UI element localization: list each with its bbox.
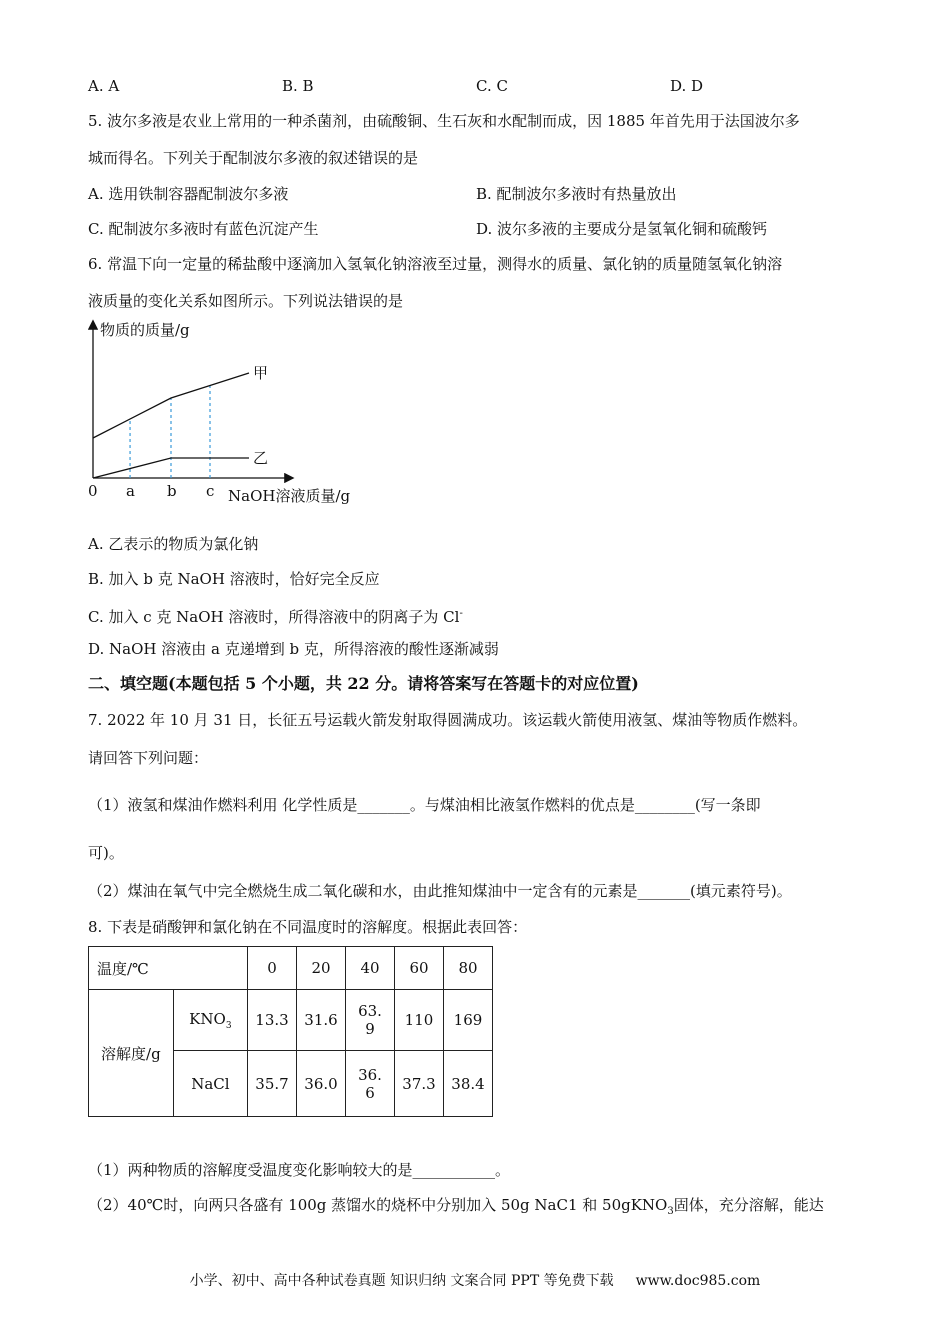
q5-option-d: D. 波尔多液的主要成分是氢氧化铜和硫酸钙 bbox=[476, 220, 768, 238]
q5-option-c: C. 配制波尔多液时有蓝色沉淀产生 bbox=[88, 220, 319, 238]
series-label-0: 甲 bbox=[253, 364, 269, 382]
tick-labels bbox=[88, 482, 214, 500]
kno3-cell: 31.6 bbox=[297, 990, 346, 1051]
section2-title: 二、填空题(本题包括 5 个小题，共 22 分。请将答案写在答题卡的对应位置) bbox=[88, 674, 639, 693]
q7-sub2: （2）煤油在氧气中完全燃烧生成二氧化碳和水，由此推知煤油中一定含有的元素是_______(填元素符号)。 bbox=[88, 882, 792, 900]
series-lines bbox=[93, 373, 249, 478]
nacl-cell: 36.0 bbox=[297, 1051, 346, 1117]
x-axis-label: NaOH溶液质量/g bbox=[228, 487, 351, 505]
q8-sub1: （1）两种物质的溶解度受温度变化影响较大的是___________。 bbox=[88, 1161, 511, 1179]
footer-url[interactable]: www.doc985.com bbox=[635, 1273, 761, 1289]
q6-stem-line2: 液质量的变化关系如图所示。下列说法错误的是 bbox=[88, 292, 404, 310]
q7-stem-line1: 7. 2022 年 10 月 31 日，长征五号运载火箭发射取得圆满成功。该运载火箭使用液氢、煤油等物质作燃料。 bbox=[88, 711, 808, 729]
kno3-cell: 63. 9 bbox=[346, 990, 395, 1051]
solubility-table bbox=[88, 946, 493, 1117]
q6-option-c bbox=[88, 604, 463, 627]
guide-lines bbox=[130, 386, 210, 479]
table-row-kno3 bbox=[89, 990, 493, 1051]
q7-sub1-line1: （1）液氢和煤油作燃料利用 化学性质是_______。与煤油相比液氢作燃料的优点是________(写一条即 bbox=[88, 796, 761, 814]
kno3-cell: 13.3 bbox=[248, 990, 297, 1051]
q8-stem: 8. 下表是硝酸钾和氯化钠在不同温度时的溶解度。根据此表回答： bbox=[88, 918, 528, 936]
q7-stem-line2: 请回答下列问题： bbox=[88, 749, 209, 767]
nacl-cell: 36. 6 bbox=[346, 1051, 395, 1117]
solubility-label: 溶解度/g bbox=[89, 990, 174, 1117]
q6-stem-line1: 6. 常温下向一定量的稀盐酸中逐滴加入氢氧化钠溶液至过量，测得水的质量、氯化钠的质量随氢氧化钠溶 bbox=[88, 255, 783, 273]
series-label-1: 乙 bbox=[253, 449, 269, 467]
q6-option-d: D. NaOH 溶液由 a 克递增到 b 克，所得溶液的酸性逐渐减弱 bbox=[88, 640, 499, 658]
mass-chart bbox=[80, 318, 380, 510]
temp-cell: 80 bbox=[444, 947, 493, 990]
temp-cell: 40 bbox=[346, 947, 395, 990]
nacl-cell: 38.4 bbox=[444, 1051, 493, 1117]
q4-option-c: C. C bbox=[476, 77, 508, 95]
x-tick-2: b bbox=[167, 482, 177, 500]
q6-option-b: B. 加入 b 克 NaOH 溶液时，恰好完全反应 bbox=[88, 570, 380, 588]
kno3-label-sub: 3 bbox=[225, 1020, 232, 1031]
q4-option-d: D. D bbox=[670, 77, 704, 95]
q8-sub2 bbox=[88, 1195, 824, 1222]
q6-option-c-text: C. 加入 c 克 NaOH 溶液时，所得溶液中的阴离子为 Cl bbox=[88, 608, 460, 626]
q8-sub2-sub: 3 bbox=[667, 1206, 674, 1217]
q8-sub2-tail: 固体，充分溶解，能达 bbox=[673, 1196, 824, 1214]
x-tick-1: a bbox=[126, 482, 136, 500]
q8-sub2-text: （2）40℃时，向两只各盛有 100g 蒸馏水的烧杯中分别加入 50g NaC1 和 50gKNO bbox=[88, 1196, 668, 1214]
q5-option-b: B. 配制波尔多液时有热量放出 bbox=[476, 185, 677, 203]
q5-stem-line2: 城而得名。下列关于配制波尔多液的叙述错误的是 bbox=[88, 149, 419, 167]
kno3-label-text: KNO bbox=[189, 1009, 226, 1028]
q5-stem-line1: 5. 波尔多液是农业上常用的一种杀菌剂，由硫酸铜、生石灰和水配制而成，因 1885 年首先用于法国波尔多 bbox=[88, 112, 800, 130]
x-tick-0: 0 bbox=[88, 482, 98, 500]
kno3-cell: 110 bbox=[395, 990, 444, 1051]
nacl-cell: 35.7 bbox=[248, 1051, 297, 1117]
nacl-label: NaCl bbox=[173, 1051, 247, 1117]
table-row-temp bbox=[89, 947, 493, 990]
x-tick-3: c bbox=[206, 482, 215, 500]
temp-cell: 20 bbox=[297, 947, 346, 990]
q6-option-c-sup: - bbox=[459, 608, 463, 619]
temp-cell: 60 bbox=[395, 947, 444, 990]
q7-sub1-line2: 可)。 bbox=[88, 844, 124, 862]
q4-option-a: A. A bbox=[88, 77, 120, 95]
footer-text: 小学、初中、高中各种试卷真题 知识归纳 文案合同 PPT 等免费下载 bbox=[189, 1273, 614, 1289]
nacl-cell: 37.3 bbox=[395, 1051, 444, 1117]
kno3-cell: 169 bbox=[444, 990, 493, 1051]
temp-label: 温度/℃ bbox=[89, 947, 248, 990]
q4-option-b: B. B bbox=[282, 77, 314, 95]
temp-cell: 0 bbox=[248, 947, 297, 990]
page-footer bbox=[0, 1270, 950, 1290]
q5-option-a: A. 选用铁制容器配制波尔多液 bbox=[88, 185, 289, 203]
q6-option-a: A. 乙表示的物质为氯化钠 bbox=[88, 535, 259, 553]
series-labels bbox=[253, 364, 268, 467]
y-axis-label: 物质的质量/g bbox=[100, 321, 190, 339]
kno3-label bbox=[173, 990, 247, 1051]
